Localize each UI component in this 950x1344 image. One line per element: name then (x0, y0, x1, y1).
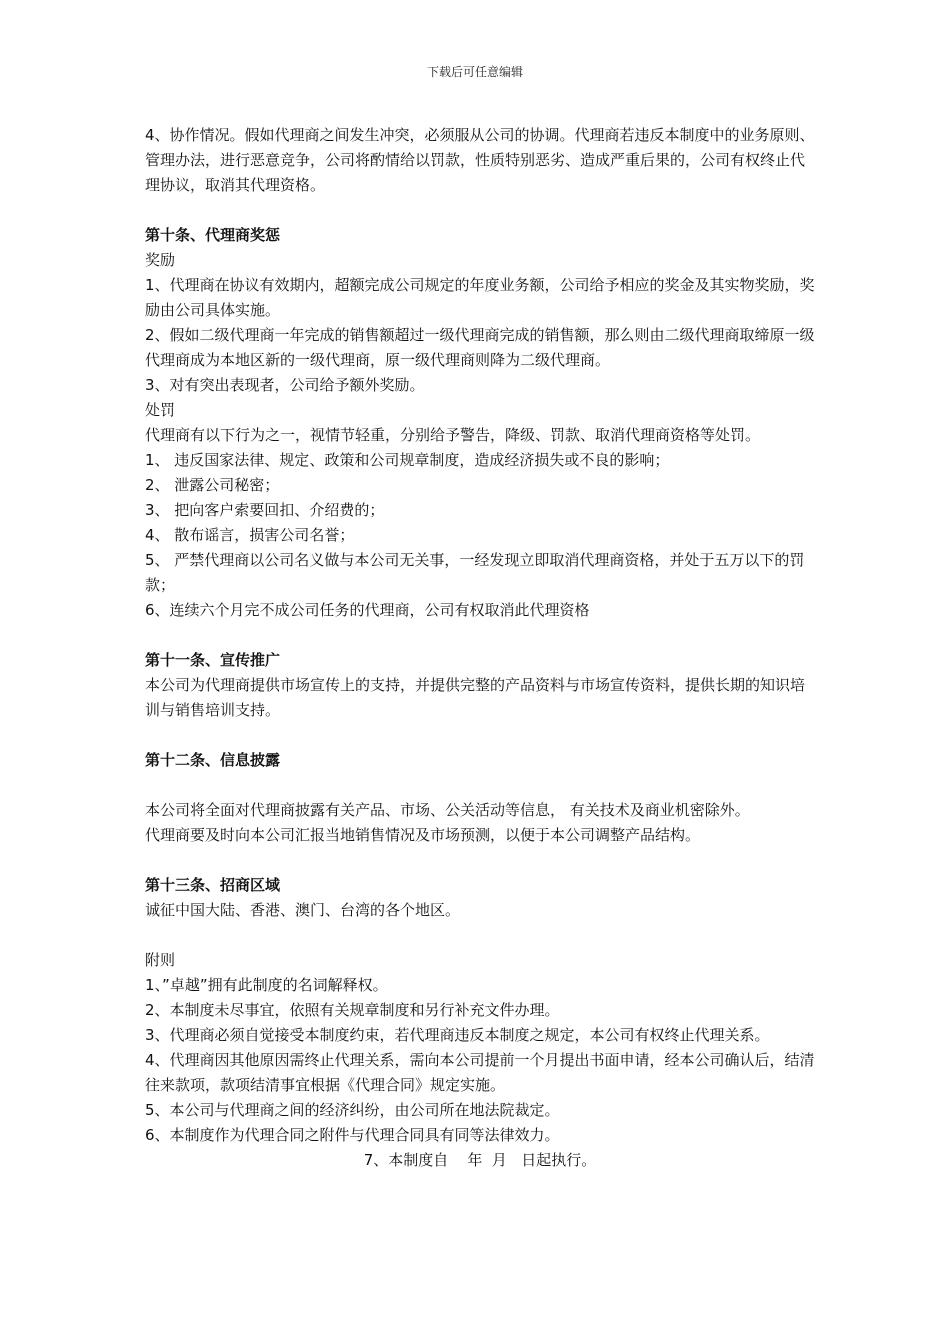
intro-paragraph: 4、协作情况。假如代理商之间发生冲突，必须服从公司的协调。代理商若违反本制度中的业务原则、管理办法，进行恶意竞争，公司将酌情给以罚款，性质特别恶劣、造成严重后果的，公司有权终止代理协议，取消其代理资格。 (145, 126, 815, 194)
appendix-item: 1、”卓越”拥有此制度的名词解释权。 (145, 976, 388, 994)
appendix-heading: 附则 (145, 951, 176, 969)
penalty-item: 3、 把向客户索要回扣、介绍费的； (145, 501, 385, 519)
appendix-last-item: 7、本制度自 年 月 日起执行。 (363, 1151, 597, 1169)
section-heading-art13: 第十三条、招商区域 (145, 876, 281, 894)
section-heading-art11: 第十一条、宣传推广 (145, 651, 281, 669)
section-body-art12-cont: 代理商要及时向本公司汇报当地销售情况及市场预测，以便于本公司调整产品结构。 (145, 826, 701, 844)
appendix-item: 3、代理商必须自觉接受本制度约束，若代理商违反本制度之规定，本公司有权终止代理关系。 (145, 1026, 770, 1044)
penalty-item: 2、 泄露公司秘密； (145, 476, 280, 494)
penalty-item: 4、 散布谣言，损害公司名誉； (145, 526, 355, 544)
appendix-item: 2、本制度未尽事宜，依照有关规章制度和另行补充文件办理。 (145, 1001, 560, 1019)
appendix-item: 6、本制度作为代理合同之附件与代理合同具有同等法律效力。 (145, 1126, 560, 1144)
penalty-item: 5、 严禁代理商以公司名义做与本公司无关事，一经发现立即取消代理商资格，并处于五万以下的罚款； (145, 551, 805, 594)
section-body-art12: 本公司将全面对代理商披露有关产品、市场、公关活动等信息， 有关技术及商业机密除外。 (145, 801, 750, 819)
page-header-note: 下载后可任意编辑 (426, 65, 523, 79)
penalty-item: 6、连续六个月完不成公司任务的代理商，公司有权取消此代理资格 (145, 601, 590, 619)
appendix-item: 4、代理商因其他原因需终止代理关系，需向本公司提前一个月提出书面申请，经本公司确认后，结清往来款项，款项结清事宜根据《代理合同》规定实施。 (145, 1051, 815, 1094)
appendix-item: 5、本公司与代理商之间的经济纠纷，由公司所在地法院裁定。 (145, 1101, 560, 1119)
reward-item: 1、代理商在协议有效期内，超额完成公司规定的年度业务额，公司给予相应的奖金及其实物奖励，奖励由公司具体实施。 (145, 276, 815, 319)
reward-label: 奖励 (145, 251, 176, 269)
section-heading-art10: 第十条、代理商奖惩 (145, 226, 281, 244)
document-body (145, 123, 815, 1173)
section-body-art13: 诚征中国大陆、香港、澳门、台湾的各个地区。 (145, 901, 461, 919)
penalty-intro: 代理商有以下行为之一，视情节轻重，分别给予警告，降级、罚款、取消代理商资格等处罚。 (145, 426, 761, 444)
penalty-label: 处罚 (145, 401, 176, 419)
penalty-item: 1、 违反国家法律、规定、政策和公司规章制度，造成经济损失或不良的影响； (145, 451, 670, 469)
section-body-art11: 本公司为代理商提供市场宣传上的支持，并提供完整的产品资料与市场宣传资料，提供长期的知识培训与销售培训支持。 (145, 676, 806, 719)
reward-item: 2、假如二级代理商一年完成的销售额超过一级代理商完成的销售额，那么则由二级代理商取缔原一级代理商成为本地区新的一级代理商，原一级代理商则降为二级代理商。 (145, 326, 815, 369)
reward-item: 3、对有突出表现者，公司给予额外奖励。 (145, 376, 425, 394)
section-heading-art12: 第十二条、信息披露 (145, 751, 281, 769)
